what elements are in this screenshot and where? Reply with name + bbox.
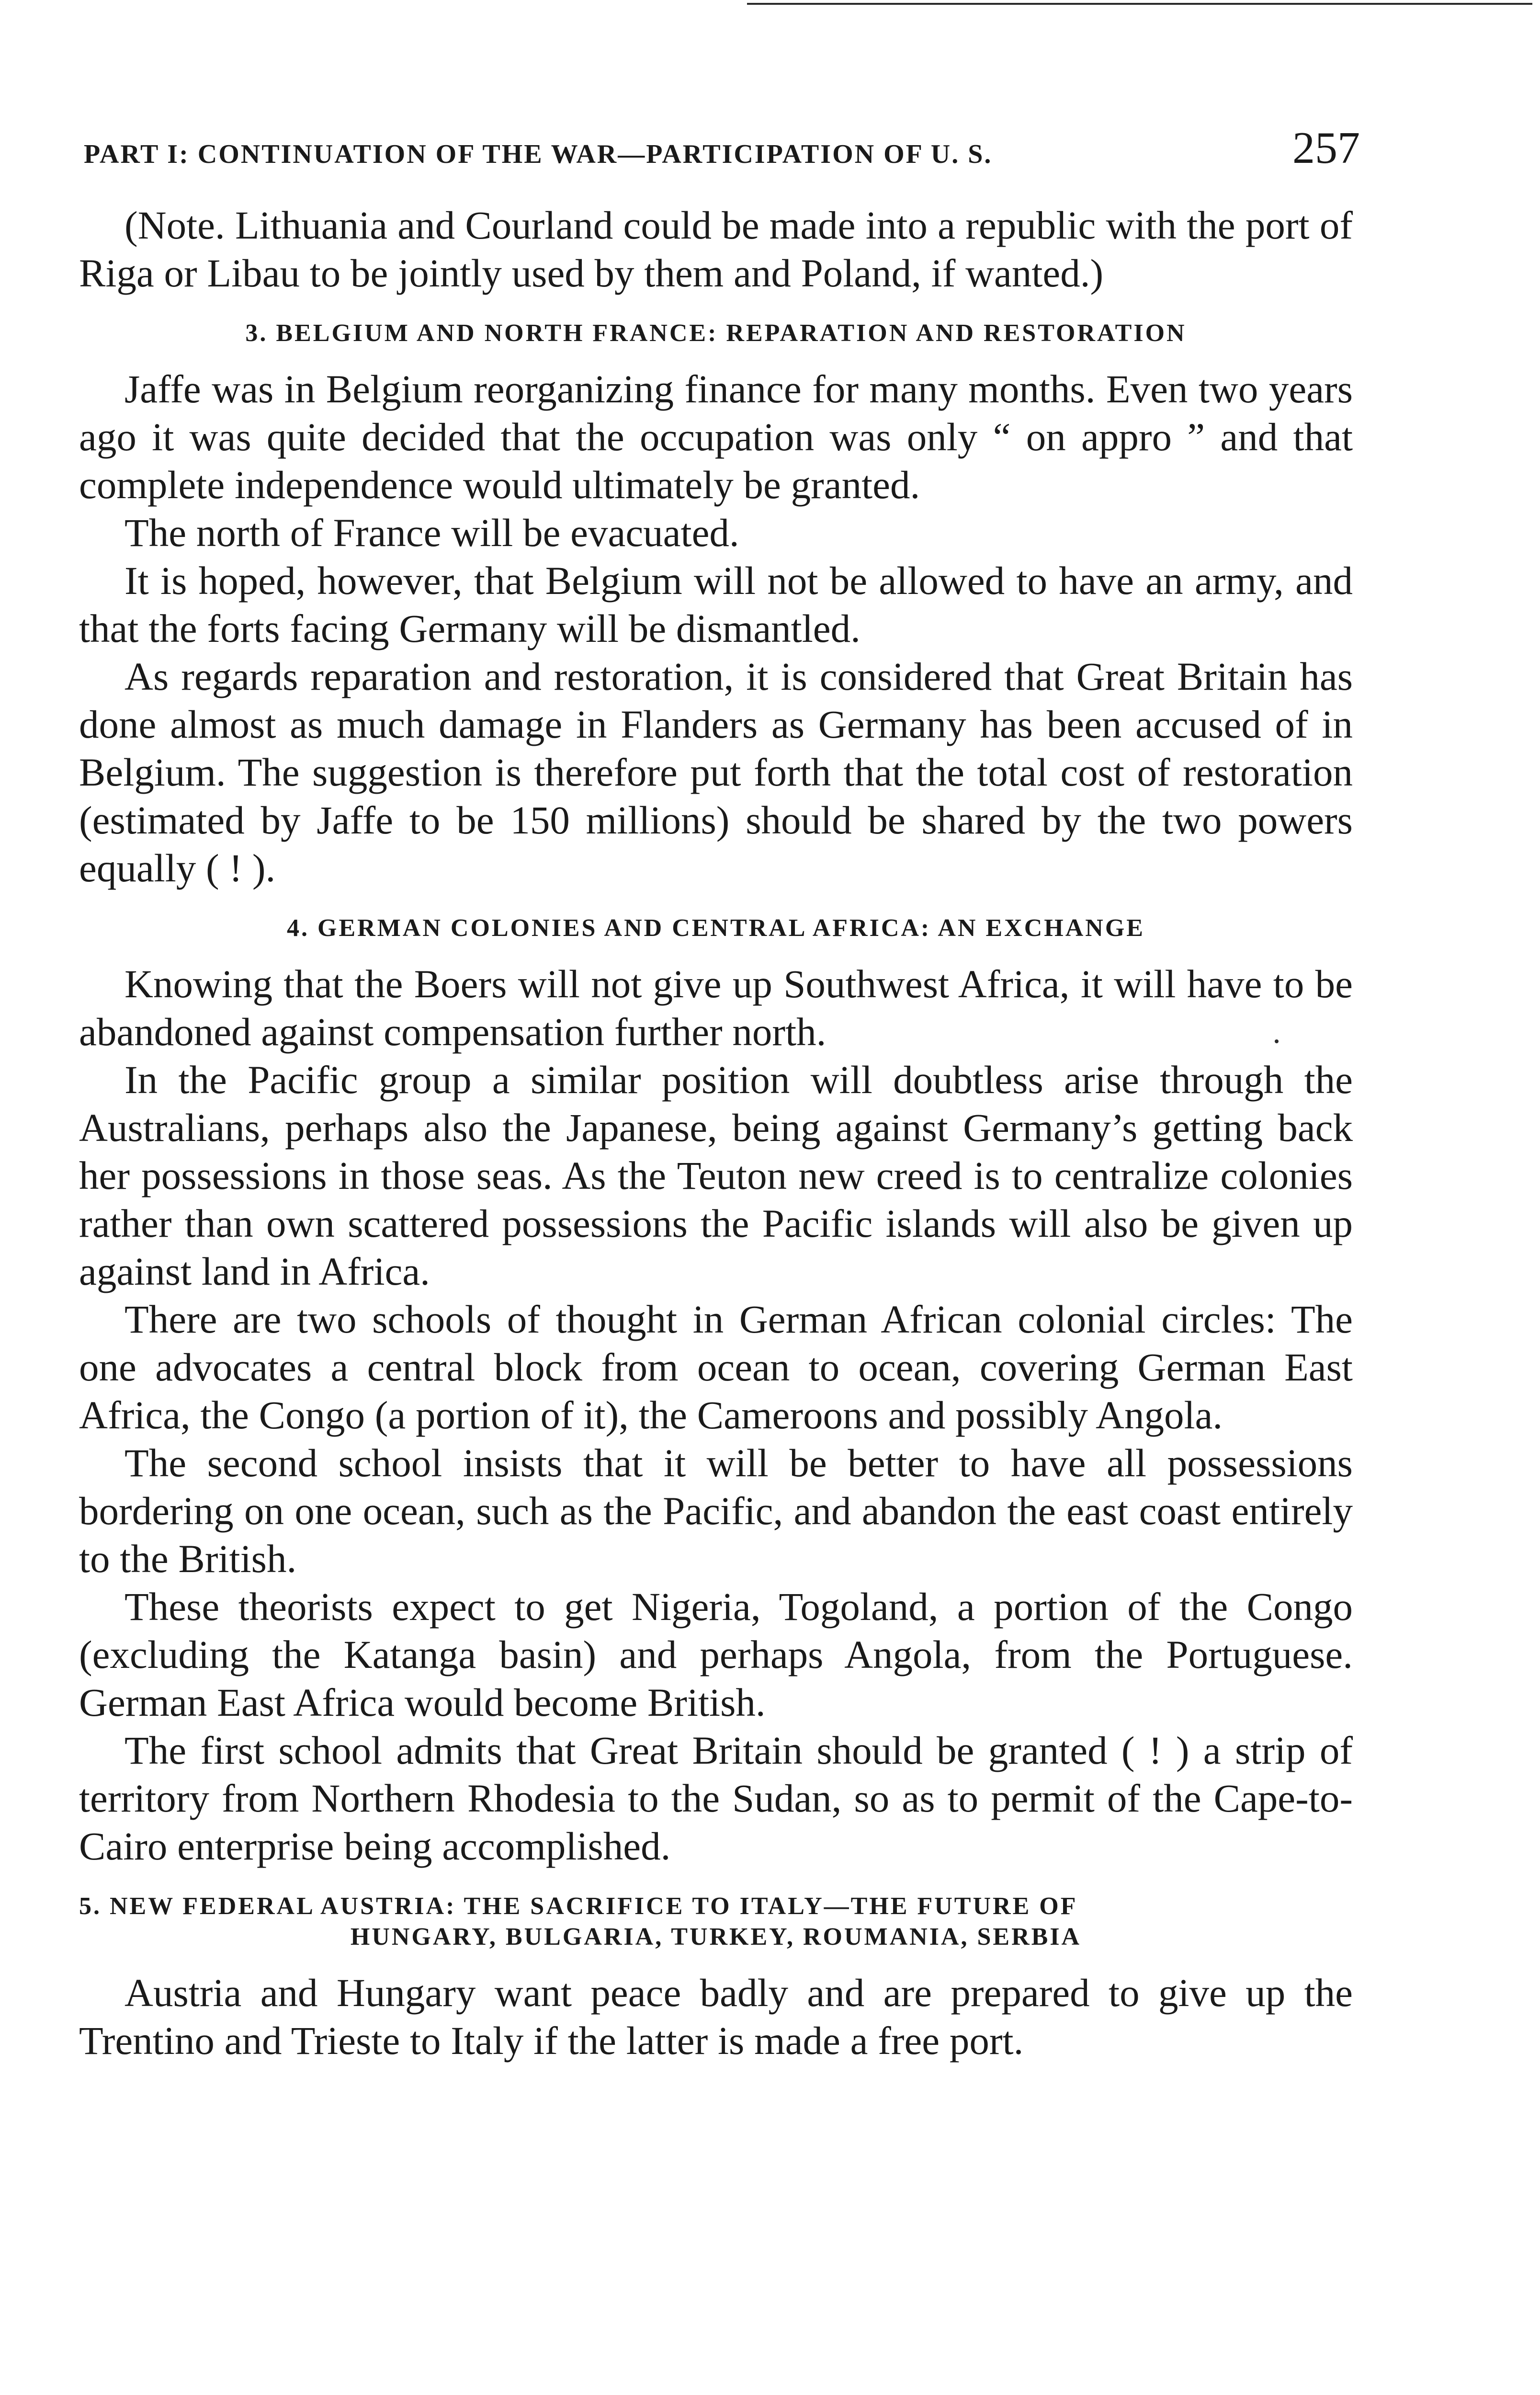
running-header: [84, 122, 1360, 173]
section-heading-colonies: 4. GERMAN COLONIES AND CENTRAL AFRICA: AN EXCHANGE: [287, 914, 1145, 942]
top-edge-rule: [747, 3, 1532, 5]
paragraph: The first school admits that Great Britain should be granted ( ! ) a strip of territory from Northern Rhodesia to the Sudan, so as to permit of the Cape-to-Cairo enterprise being accomplished.: [79, 1728, 1353, 1868]
section-heading-austria-line2: HUNGARY, BULGARIA, TURKEY, ROUMANIA, SERBIA: [350, 1923, 1082, 1950]
page-number: 257: [1292, 123, 1360, 173]
note-paragraph: (Note. Lithuania and Courland could be made into a republic with the port of Riga or Libau to be jointly used by them and Poland, if wanted.): [79, 203, 1353, 295]
paragraph: Knowing that the Boers will not give up Southwest Africa, it will have to be abandoned against compensation further north.: [79, 962, 1353, 1054]
section-heading-austria: [79, 1891, 1353, 1952]
paragraph: In the Pacific group a similar position will doubtless arise through the Australians, perhaps also the Japanese, being against Germany’s getting back her possessions in those seas. As the Teuton new creed is to centralize colonies rather than own scattered possessions the Pacific islands will also be given up against land in Africa.: [79, 1058, 1353, 1293]
paragraph: As regards reparation and restoration, it is considered that Great Britain has done almost as much damage in Flanders as Germany has been accused of in Belgium. The suggestion is therefore put forth that the total cost of restoration (estimated by Jaffe to be 150 millions) should be shared by the two powers equally ( ! ).: [79, 654, 1353, 890]
paragraph: The second school insists that it will be better to have all possessions bordering on one ocean, such as the Pacific, and abandon the east coast entirely to the British.: [79, 1441, 1353, 1581]
running-title: PART I: CONTINUATION OF THE WAR—PARTICIPATION OF U. S.: [84, 139, 993, 169]
paragraph: It is hoped, however, that Belgium will not be allowed to have an army, and that the forts facing Germany will be dismantled.: [79, 559, 1353, 650]
paragraph: These theorists expect to get Nigeria, Togoland, a portion of the Congo (excluding the Katanga basin) and perhaps Angola, from the Portuguese. German East Africa would become British.: [79, 1585, 1353, 1724]
paragraph: There are two schools of thought in German African colonial circles: The one advocates a central block from ocean to ocean, covering German East Africa, the Congo (a portion of it), the Cameroons and possibly Angola.: [79, 1297, 1353, 1437]
paragraph: Jaffe was in Belgium reorganizing finance for many months. Even two years ago it was quite decided that the occupation was only “ on appro ” and that complete independence would ultimately be granted.: [79, 367, 1353, 507]
stray-ink-dot: [1275, 1039, 1279, 1043]
section-heading-belgium: 3. BELGIUM AND NORTH FRANCE: REPARATION AND RESTORATION: [245, 319, 1187, 347]
section-heading-austria-line1: 5. NEW FEDERAL AUSTRIA: THE SACRIFICE TO ITALY—THE FUTURE OF: [79, 1893, 1078, 1920]
paragraph: Austria and Hungary want peace badly and are prepared to give up the Trentino and Trieste to Italy if the latter is made a free port.: [79, 1971, 1353, 2063]
page-body: [79, 201, 1353, 2064]
paragraph: The north of France will be evacuated.: [125, 511, 739, 555]
